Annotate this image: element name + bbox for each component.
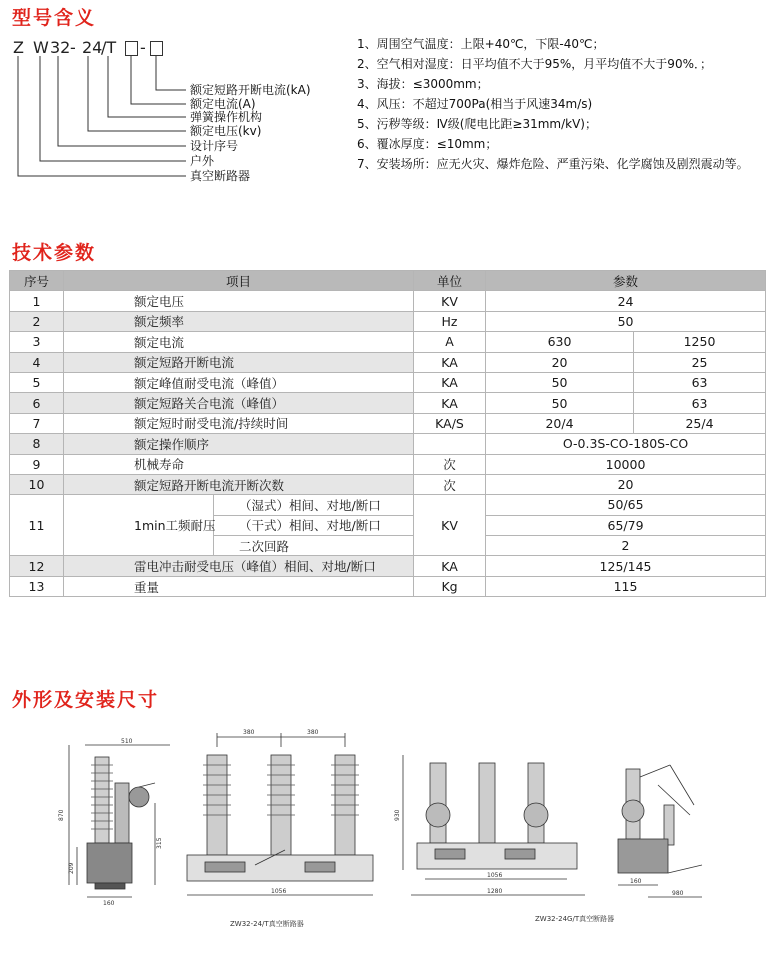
caption-zw32-24gt: ZW32-24G/T真空断路器 <box>535 915 615 923</box>
dim-a-base: 209 <box>68 862 75 874</box>
row-unit: KA <box>414 352 486 372</box>
row-item: 额定操作顺序 <box>64 434 414 454</box>
row-no: 3 <box>10 332 64 352</box>
row-item: 额定峰值耐受电流（峰值） <box>64 372 414 392</box>
code-label-vacuum-breaker: 真空断路器 <box>190 169 251 183</box>
row-no: 4 <box>10 352 64 372</box>
row-value: O-0.3S-CO-180S-CO <box>486 434 766 454</box>
row-unit: KA/S <box>414 413 486 433</box>
sub-item-label: （湿式）相间、对地/断口 <box>214 495 414 515</box>
caption-zw32-24t: ZW32-24/T真空断路器 <box>230 920 304 928</box>
row-unit: 次 <box>414 474 486 494</box>
drawing-front-view-c <box>395 745 595 905</box>
row-value-1: 20/4 <box>486 413 634 433</box>
row-value: 24 <box>486 291 766 311</box>
dim-a-width: 510 <box>121 738 133 745</box>
env-item-3: 3、海拔：≤3000mm； <box>357 77 489 91</box>
env-item-7: 7、安装场所：应无火灾、爆炸危险、严重污染、化学腐蚀及剧烈震动等。 <box>357 157 749 171</box>
table-row <box>10 434 766 454</box>
row-item: 额定电压 <box>64 291 414 311</box>
code-label-rated-current: 额定电流(A) <box>190 97 256 111</box>
row-item: 额定短路开断电流 <box>64 352 414 372</box>
row-value-2: 1250 <box>634 332 766 352</box>
section-title-specs: 技术参数 <box>12 242 97 264</box>
dim-c-overall: 1280 <box>487 888 503 895</box>
row-item: 额定短时耐受电流/持续时间 <box>64 413 414 433</box>
row-item: 额定频率 <box>64 311 414 331</box>
row-value-1: 50 <box>486 372 634 392</box>
env-item-1: 1、周围空气温度：上限+40℃，下限-40℃； <box>357 37 605 51</box>
table-row <box>10 311 766 331</box>
header-item: 项目 <box>64 271 414 291</box>
row-unit: KV <box>414 291 486 311</box>
row-no: 12 <box>10 556 64 576</box>
row-value-1: 20 <box>486 352 634 372</box>
dim-a-height: 870 <box>58 809 65 821</box>
sub-item-value: 2 <box>486 536 766 556</box>
code-label-spring-mechanism: 弹簧操作机构 <box>190 110 263 124</box>
dim-b-length: 1056 <box>271 888 287 895</box>
row-value-2: 63 <box>634 372 766 392</box>
row-unit: Kg <box>414 576 486 596</box>
row-no: 10 <box>10 474 64 494</box>
section-title-dimensions: 外形及安装尺寸 <box>12 689 160 711</box>
row-value: 10000 <box>486 454 766 474</box>
row-value-1: 630 <box>486 332 634 352</box>
code-char-24: 24 <box>82 38 103 57</box>
dim-d-depth: 160 <box>630 878 642 885</box>
dim-a-arm: 315 <box>156 837 163 849</box>
row-item: 额定短路开断电流开断次数 <box>64 474 414 494</box>
row-item: 机械寿命 <box>64 454 414 474</box>
code-char-w: W <box>33 38 49 57</box>
code-char-t: /T <box>101 38 117 57</box>
sub-item-label: 二次回路 <box>214 536 414 556</box>
row-value: 125/145 <box>486 556 766 576</box>
header-params: 参数 <box>486 271 766 291</box>
drawing-side-view-a <box>55 735 185 910</box>
row-unit: A <box>414 332 486 352</box>
code-label-outdoor: 户外 <box>190 154 215 168</box>
header-no: 序号 <box>10 271 64 291</box>
dim-b-pitch-1: 380 <box>243 729 255 736</box>
row-no: 13 <box>10 576 64 596</box>
code-label-rated-voltage: 额定电压(kv) <box>190 124 262 138</box>
table-row <box>10 372 766 392</box>
table-row <box>10 495 766 515</box>
header-unit: 单位 <box>414 271 486 291</box>
env-item-4: 4、风压：不超过700Pa(相当于风速34m/s) <box>357 97 593 111</box>
dim-c-height: 930 <box>394 809 401 821</box>
row-item: 额定电流 <box>64 332 414 352</box>
code-char-dash: - <box>70 38 76 57</box>
row-no: 9 <box>10 454 64 474</box>
code-char-z: Z <box>13 38 24 57</box>
env-item-2: 2、空气相对湿度：日平均值不大于95%，月平均值不大于90%．； <box>357 57 712 71</box>
drawing-front-view-b <box>185 725 375 910</box>
dim-d-reach: 980 <box>672 890 684 897</box>
spec-header-row <box>10 271 766 291</box>
model-code-leader-lines <box>0 0 200 200</box>
table-row <box>10 474 766 494</box>
row-unit: 次 <box>414 454 486 474</box>
drawing-side-view-d <box>598 755 708 905</box>
sub-item-value: 65/79 <box>486 515 766 535</box>
table-row <box>10 393 766 413</box>
table-row <box>10 556 766 576</box>
sub-item-label: （干式）相间、对地/断口 <box>214 515 414 535</box>
row-no: 1 <box>10 291 64 311</box>
row-value: 20 <box>486 474 766 494</box>
row-no: 5 <box>10 372 64 392</box>
row-unit: KA <box>414 372 486 392</box>
row-item: 雷电冲击耐受电压（峰值）相间、对地/断口 <box>64 556 414 576</box>
env-item-5: 5、污秽等级：Ⅳ级(爬电比距≥31mm/kV)； <box>357 117 597 131</box>
dim-b-pitch-2: 380 <box>307 729 319 736</box>
code-char-32: 32 <box>50 38 71 57</box>
table-row <box>10 352 766 372</box>
spec-table <box>9 270 766 597</box>
sub-item-value: 50/65 <box>486 495 766 515</box>
row-item: 额定短路关合电流（峰值） <box>64 393 414 413</box>
row-value-1: 50 <box>486 393 634 413</box>
row-no: 8 <box>10 434 64 454</box>
section-title-model: 型号含义 <box>12 7 97 29</box>
table-row <box>10 291 766 311</box>
row-no: 6 <box>10 393 64 413</box>
row-value: 115 <box>486 576 766 596</box>
code-label-design-serial: 设计序号 <box>190 139 239 153</box>
row-value: 50 <box>486 311 766 331</box>
row-no: 7 <box>10 413 64 433</box>
row-unit: Hz <box>414 311 486 331</box>
table-row <box>10 332 766 352</box>
table-row <box>10 454 766 474</box>
row-item: 1min工频耐压 <box>64 495 214 556</box>
code-char-dash2: - <box>140 38 146 57</box>
code-label-breaking-current: 额定短路开断电流(kA) <box>190 83 311 97</box>
row-value-2: 63 <box>634 393 766 413</box>
row-no: 11 <box>10 495 64 556</box>
row-unit: KA <box>414 393 486 413</box>
row-value-2: 25 <box>634 352 766 372</box>
row-unit: KA <box>414 556 486 576</box>
row-no: 2 <box>10 311 64 331</box>
dim-a-depth: 160 <box>103 900 115 907</box>
table-row <box>10 413 766 433</box>
row-unit <box>414 434 486 454</box>
row-value-2: 25/4 <box>634 413 766 433</box>
row-item: 重量 <box>64 576 414 596</box>
dim-c-length: 1056 <box>487 872 503 879</box>
env-item-6: 6、覆冰厚度：≤10mm； <box>357 137 498 151</box>
table-row <box>10 576 766 596</box>
row-unit: KV <box>414 495 486 556</box>
